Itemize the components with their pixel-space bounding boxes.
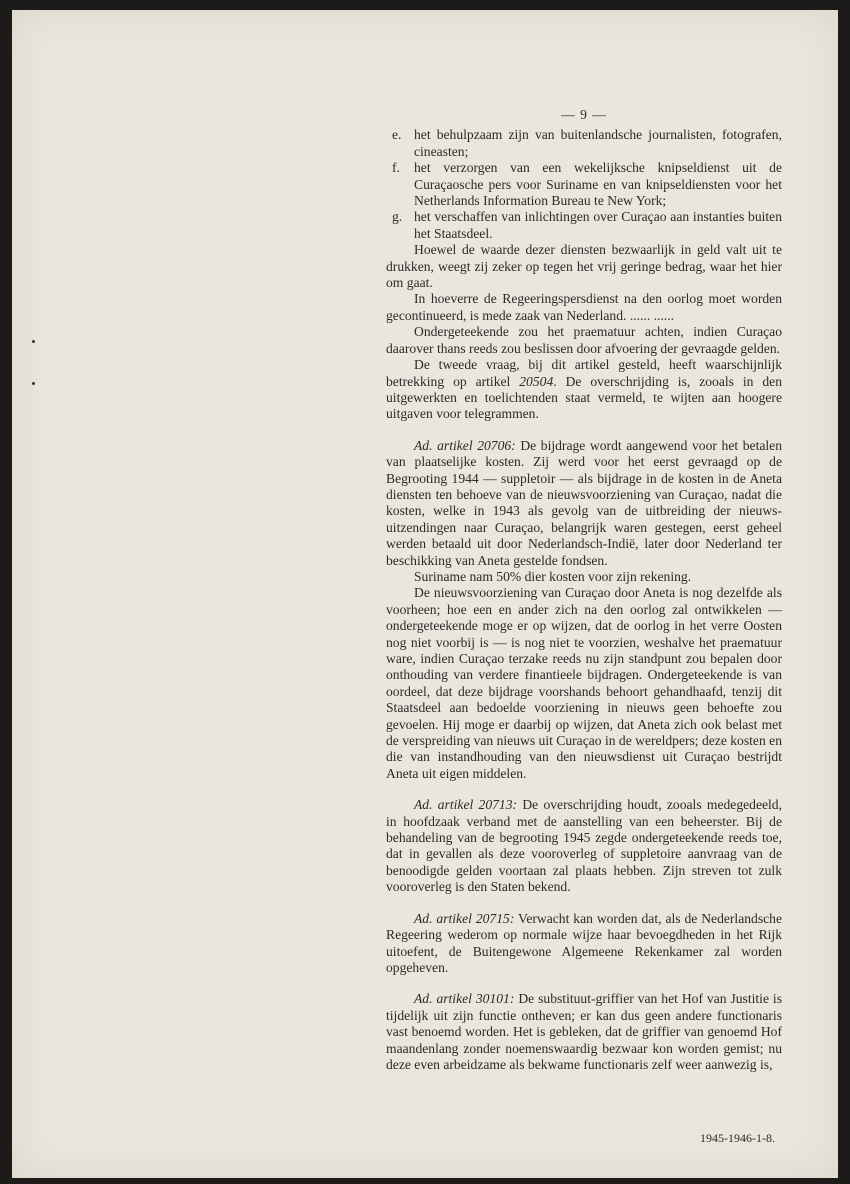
paragraph-text: De bijdrage wordt aangewend voor het betalen van plaatselijke kosten. Zij werd voor het eerst gevraagd op de Begrooting 1944 — suppletoir — als bijdrage in de kosten in de Aneta diensten ten behoeve van de nieuwsvoorziening van Curaçao, nadat die kosten, welke in 1943 als gevolg van de uitbreiding der nieuws-uitzendingen naar Curaçao, belangrijk waren gestegen, eerst geheel werden betaald uit door Nederlandsch-Indië, later door Nederland ter beschikking van Aneta gestelde fondsen.: [386, 437, 782, 568]
list-item-label: g.: [392, 209, 403, 225]
list-item-text: het verschaffen van inlichtingen over Curaçao aan instanties buiten het Staatsdeel.: [414, 209, 782, 241]
paragraph: [386, 991, 782, 1073]
list-item-label: e.: [392, 127, 402, 143]
list-item: [386, 209, 782, 242]
paragraph-text: . De overschrijding is, zooals in den uitgewerkten en toelichtenden staat vermeld, te wijten aan hoogere uitgaven voor telegrammen.: [386, 373, 782, 422]
margin-mark: [32, 382, 35, 385]
article-heading: Ad. artikel 30101:: [414, 991, 515, 1007]
list-item-text: het behulpzaam zijn van buitenlandsche journalisten, fotografen, cineasten;: [414, 127, 782, 159]
article-heading: Ad. artikel 20706:: [414, 437, 516, 453]
paragraph-text: De substituut-griffier van het Hof van Justitie is tijdelijk uit zijn functie ontheven; er kan dus geen andere functionaris vast benoemd worden. Het is gebleken, dat de griffier van genoemd Hof maandenlang zonder noemenswaardig bezwaar kon worden gemist; nu deze even arbeidzame als bekwame functionaris zelf weer aanwezig is,: [386, 991, 783, 1072]
paragraph: [386, 242, 782, 291]
paragraph: [386, 291, 782, 324]
article-heading: Ad. artikel 20715:: [414, 910, 515, 926]
page-number: — 9 —: [561, 107, 607, 122]
paragraph: [386, 357, 782, 423]
paragraph-text: Hoewel de waarde dezer diensten bezwaarlijk in geld valt uit te drukken, weegt zij zeker op tegen het vrij geringe bedrag, waar het hier om gaat.: [386, 242, 782, 291]
paragraph-text: Suriname nam 50% dier kosten voor zijn rekening.: [414, 568, 692, 584]
article-heading: Ad. artikel 20713:: [414, 797, 518, 813]
article-reference: 20504: [519, 373, 554, 389]
body-text: [386, 107, 782, 1073]
paragraph-text: De tweede vraag, bij dit artikel gesteld, heeft waarschijnlijk betrekking op artikel: [386, 357, 782, 389]
paragraph: [386, 797, 782, 895]
paragraph: [386, 438, 782, 569]
list-item-text: het verzorgen van een wekelijksche knipseldienst uit de Curaçaosche pers voor Suriname en van knipseldiensten voor het Netherlands Information Bureau te New York;: [414, 160, 782, 209]
paragraph-text: De nieuwsvoorziening van Curaçao door Aneta is nog dezelfde als voorheen; hoe een en ander zich na den oorlog zal ontwikkelen — ondergeteekende moge er op wijzen, dat de oorlog in het verre Oosten nog niet voorbij is — is nog niet te voorzien, weshalve het praematuur ware, indien Curaçao terzake reeds nu zijn standpunt zou bepalen door onthouding van verdere finantieele bijdragen. Ondergeteekende is van oordeel, dat deze bijdrage voorshands behoort gehandhaafd, tenzij dit Staatsdeel aan bedoelde voorziening in nieuws geen behoefte zou gevoelen. Hij moge er daarbij op wijzen, dat Aneta zich ook belast met de verspreiding van nieuws uit Curaçao in de wereldpers; deze kosten en die van instandhouding van den nieuwsdienst uit Curaçao bestrijdt Aneta uit eigen middelen.: [386, 585, 782, 781]
list-item-label: f.: [392, 160, 400, 176]
paragraph: [386, 324, 782, 357]
paragraph: [386, 569, 782, 585]
paragraph: [386, 911, 782, 977]
paragraph-text: In hoeverre de Regeeringspersdienst na den oorlog moet worden gecontinueerd, is mede zaak van Nederland. ...... ......: [386, 291, 782, 323]
paragraph-text: Ondergeteekende zou het praematuur achten, indien Curaçao daarover thans reeds zou beslissen door afvoering der gevraagde gelden.: [386, 324, 782, 356]
list-item: [386, 160, 782, 209]
margin-mark: [32, 340, 35, 343]
enumerated-list: [386, 127, 782, 242]
print-code: 1945-1946-1-8.: [700, 1131, 775, 1145]
paragraph-text: De overschrijding houdt, zooals medegedeeld, in hoofdzaak verband met de aanstelling van een beheerster. Bij de behandeling van de begrooting 1945 zegde ondergeteekende reeds toe, dat in gevallen als deze vooroverleg of suppletoire aanvraag van de benoodigde gelden voortaan zal plaats hebben. Zijn streven tot zulk vooroverleg is den Staten bekend.: [386, 797, 782, 895]
paragraphs: [386, 242, 782, 1073]
paragraph-text: Verwacht kan worden dat, als de Nederlandsche Regeering wederom op normale wijze haar bevoegdheden in het Rijk uitoefent, de Buitengewone Algemeene Rekenkamer zal worden opgeheven.: [386, 910, 782, 975]
list-item: [386, 127, 782, 160]
paragraph: [386, 585, 782, 782]
